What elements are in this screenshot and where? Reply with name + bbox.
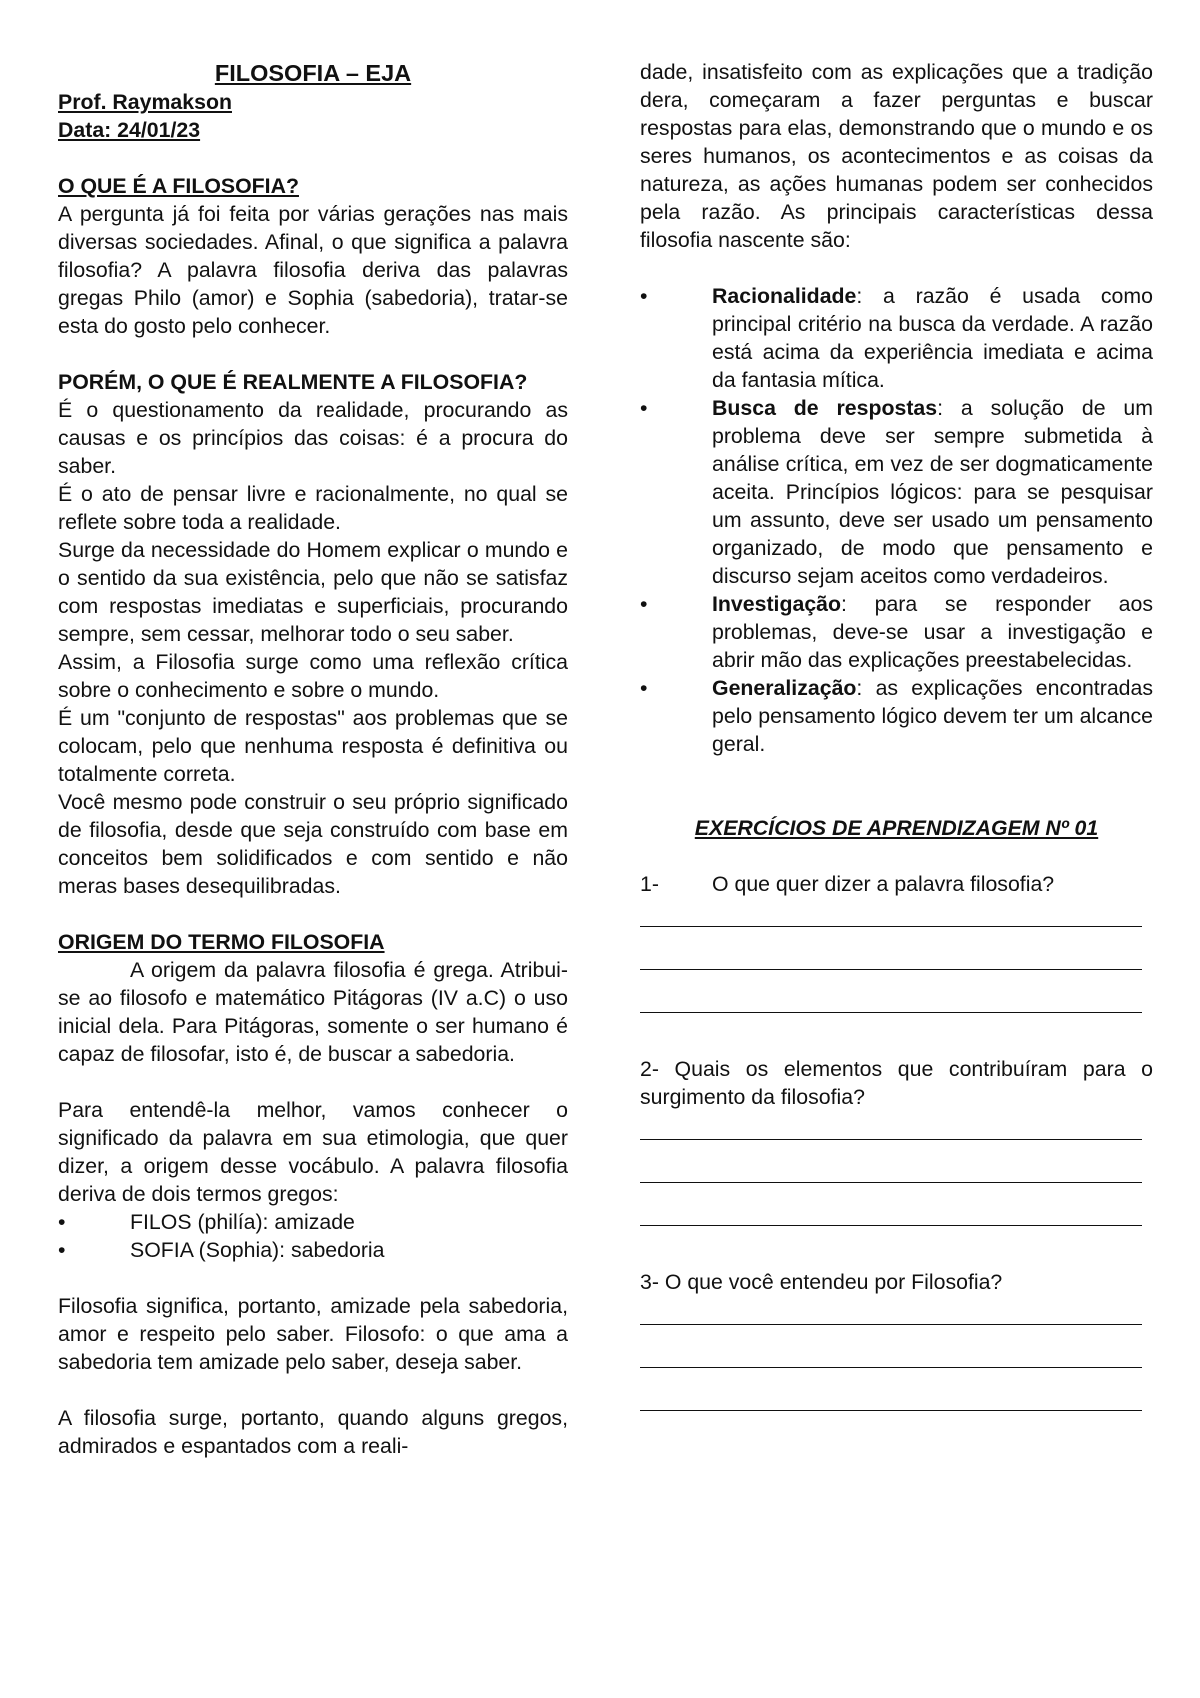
paragraph-meaning: Filosofia significa, portanto, amizade pela sabedoria, amor e respeito pelo saber. Filosofo: o que ama a sabedoria tem amizade pelo saber, deseja saber. [58, 1294, 568, 1374]
document-title: FILOSOFIA – EJA [214, 60, 412, 86]
paragraph: É o questionamento da realidade, procurando as causas e os princípios das coisas: é a procura do saber. [58, 398, 568, 478]
answer-line[interactable] [640, 1154, 1142, 1183]
left-column [58, 58, 568, 1460]
answer-line[interactable] [640, 898, 1142, 927]
paragraph-emergence: A filosofia surge, portanto, quando alguns gregos, admirados e espantados com a reali- [58, 1406, 568, 1458]
bullet-icon: • [640, 676, 648, 700]
question-2: 2- Quais os elementos que contribuíram para o surgimento da filosofia? [640, 1057, 1153, 1109]
answer-line[interactable] [640, 1339, 1142, 1368]
list-item: • Generalização: as explicações encontradas pelo pensamento lógico devem ter um alcance geral. [640, 676, 1153, 756]
paragraph: É o ato de pensar livre e racionalmente, no qual se reflete sobre toda a realidade. [58, 482, 568, 534]
professor-name: Prof. Raymakson [58, 90, 232, 114]
paragraph: Você mesmo pode construir o seu próprio significado de filosofia, desde que seja construído com base em conceitos bem solidificados e com sentido e não meras bases desequilibradas. [58, 790, 568, 898]
paragraph-origin: A origem da palavra filosofia é grega. Atribui-se ao filosofo e matemático Pitágoras (IV a.C) o uso inicial dela. Para Pitágoras, somente o ser humano é capaz de filosofar, isto é, de buscar a sabedoria. [58, 958, 568, 1066]
bullet-icon: • [640, 396, 648, 420]
answer-line[interactable] [640, 941, 1142, 970]
list-item: • Racionalidade: a razão é usada como principal critério na busca da verdade. A razão está acima da experiência imediata e acima da fantasia mítica. [640, 284, 1153, 392]
exercises-title: EXERCÍCIOS DE APRENDIZAGEM Nº 01 [694, 816, 1099, 840]
list-item: • Investigação: para se responder aos problemas, deve-se usar a investigação e abrir mão das explicações preestabelecidas. [640, 592, 1153, 672]
bullet-icon: • [58, 1238, 66, 1262]
paragraph-etymology: Para entendê-la melhor, vamos conhecer o significado da palavra em sua etimologia, que quer dizer, a origem desse vocábulo. A palavra filosofia deriva de dois termos gregos: [58, 1098, 568, 1206]
answer-line[interactable] [640, 1296, 1142, 1325]
bullet-icon: • [58, 1210, 66, 1234]
answer-line[interactable] [640, 1197, 1142, 1226]
answer-line[interactable] [640, 1111, 1142, 1140]
paragraph: Assim, a Filosofia surge como uma reflexão crítica sobre o conhecimento e sobre o mundo. [58, 650, 568, 702]
paragraph-emergence-continued: dade, insatisfeito com as explicações que a tradição dera, começaram a fazer perguntas e buscar respostas para elas, demonstrando que o mundo e os seres humanos, os acontecimentos e as coisas da natureza, as ações humanas podem ser conhecidos pela razão. As principais características dessa filosofia nascente são: [640, 60, 1153, 252]
section-heading-really-philosophy: PORÉM, O QUE É REALMENTE A FILOSOFIA? [58, 370, 528, 394]
list-item: • Busca de respostas: a solução de um problema deve ser sempre submetida à análise crítica, em vez de ser dogmaticamente aceita. Princípios lógicos: para se pesquisar um assunto, deve ser usado um pensamento organizado, de modo que pensamento e discurso sejam aceitos como verdadeiros. [640, 396, 1154, 588]
section-heading-origin: ORIGEM DO TERMO FILOSOFIA [58, 930, 385, 954]
answer-line[interactable] [640, 1382, 1142, 1411]
question-1: 1- O que quer dizer a palavra filosofia? [640, 872, 1055, 896]
paragraph-intro: A pergunta já foi feita por várias gerações nas mais diversas sociedades. Afinal, o que significa a palavra filosofia? A palavra filosofia deriva das palavras gregas Philo (amor) e Sophia (sabedoria), tratar-se esta do gosto pelo conhecer. [58, 202, 568, 338]
paragraph: Surge da necessidade do Homem explicar o mundo e o sentido da sua existência, pelo que não se satisfaz com respostas imediatas e superficiais, procurando sempre, sem cessar, melhorar todo o seu saber. [58, 538, 568, 646]
right-column [640, 58, 1153, 1425]
bullet-icon: • [640, 284, 648, 308]
bullet-icon: • [640, 592, 648, 616]
answer-line[interactable] [640, 984, 1142, 1013]
question-3: 3- O que você entendeu por Filosofia? [640, 1270, 1003, 1294]
list-item: • SOFIA (Sophia): sabedoria [58, 1238, 385, 1262]
paragraph: É um "conjunto de respostas" aos problemas que se colocam, pelo que nenhuma resposta é definitiva ou totalmente correta. [58, 706, 568, 786]
document-date: Data: 24/01/23 [58, 118, 201, 142]
list-item: • FILOS (philía): amizade [58, 1210, 355, 1234]
section-heading-what-is-philosophy: O QUE É A FILOSOFIA? [58, 174, 299, 198]
